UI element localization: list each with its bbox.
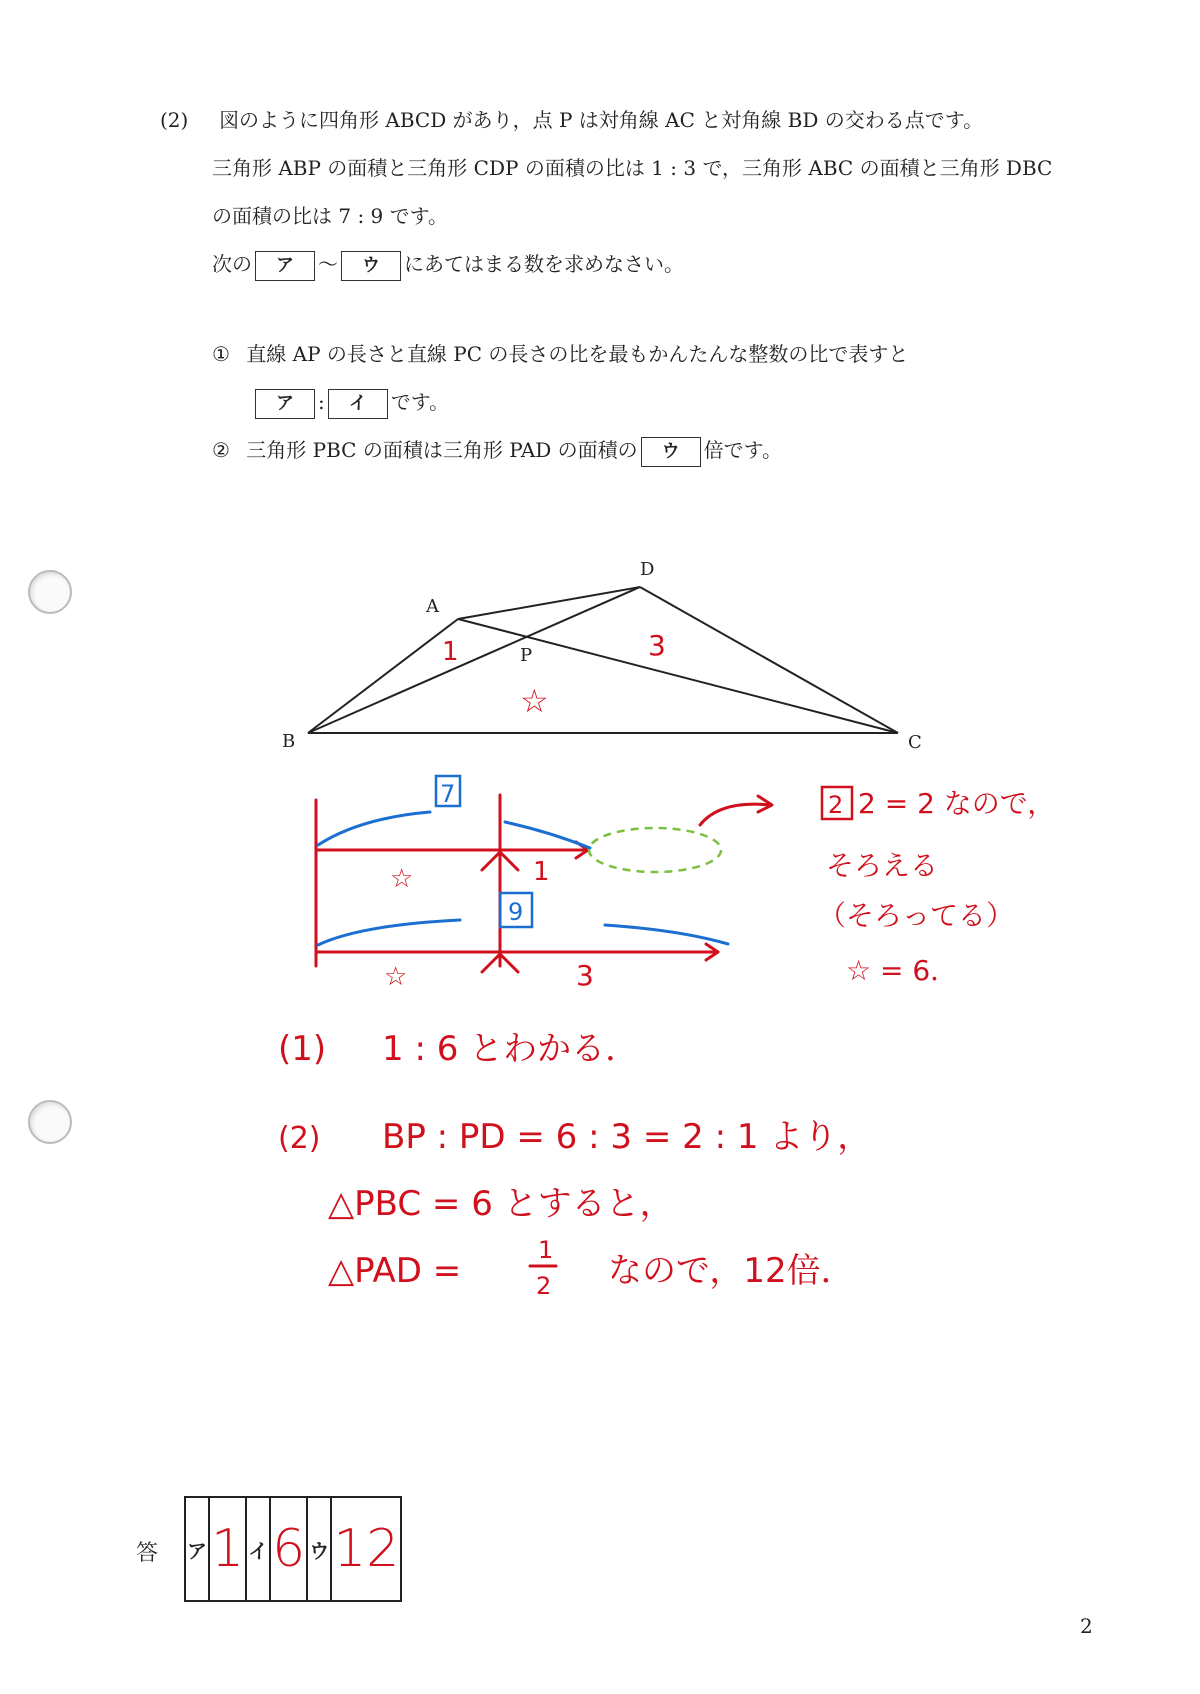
answer-key-u: ウ	[307, 1497, 331, 1601]
box7-label: 7	[440, 780, 456, 808]
fraction-numerator: 1	[538, 1236, 554, 1264]
blank-box-i: イ	[328, 389, 388, 419]
region-label-cdp: 3	[648, 629, 666, 662]
region-label-abp: 1	[442, 637, 459, 667]
segment-diagram	[316, 776, 772, 992]
segment-label-3: 3	[576, 959, 594, 992]
vertex-label-a: A	[426, 596, 439, 617]
problem-line-2: 三角形 ABP の面積と三角形 CDP の面積の比は 1 : 3 で，三角形 ABC の面積と三角形 DBC	[212, 156, 1053, 180]
answer-value-u: 12	[331, 1497, 401, 1601]
solution-1: 1 : 6 とわかる．	[382, 1029, 640, 1069]
side-ad	[458, 587, 640, 619]
page-number: 2	[1080, 1614, 1093, 1638]
question-2-mark: ②	[212, 438, 230, 462]
vertex-label-d: D	[640, 559, 655, 580]
vertex-label-p: P	[520, 645, 533, 666]
solution-4-post: なので，12倍．	[608, 1251, 855, 1291]
answer-table	[184, 1496, 402, 1602]
side-notes	[818, 787, 1055, 987]
blank-box-a: ア	[255, 251, 315, 281]
question-1-mark: ①	[212, 342, 230, 366]
segment-label-1: 1	[533, 857, 550, 887]
star-mark: ☆	[520, 682, 549, 720]
solution-work	[278, 1029, 871, 1300]
note-1: 2 = 2 なので，	[858, 787, 1056, 820]
solution-2: BP : PD = 6 : 3 = 2 : 1 より，	[382, 1117, 872, 1157]
problem-line-1: 図のように四角形 ABCD があり，点 P は対角線 AC と対角線 BD の交わる点です。	[219, 108, 984, 132]
blank-box-u: ウ	[341, 251, 401, 281]
answer-label: 答	[136, 1541, 159, 1566]
note-3: （そろってる）	[818, 899, 1015, 932]
vertex-label-b: B	[282, 731, 296, 752]
solution-2-label: (2)	[278, 1121, 321, 1156]
vertex-label-c: C	[908, 732, 922, 753]
question-2: ② 三角形 PBC の面積は三角形 PAD の面積の ウ 倍です。	[212, 426, 782, 474]
question-1-text: 直線 AP の長さと直線 PC の長さの比を最もかんたんな整数の比で表すと	[246, 342, 909, 366]
fraction-denominator: 2	[536, 1272, 552, 1300]
note-2: そろえる	[826, 849, 939, 882]
blank-box-u: ウ	[641, 437, 701, 467]
solution-4-pre: △PAD =	[328, 1251, 462, 1291]
note-1-box: 2	[828, 791, 844, 819]
quadrilateral-figure	[308, 587, 898, 733]
box9-label: 9	[508, 898, 524, 926]
solution-3: △PBC = 6 とすると，	[328, 1184, 674, 1224]
problem-number: (2)	[160, 108, 189, 132]
note-4: ☆ = 6．	[846, 954, 959, 987]
answer-value-a: 1	[209, 1497, 246, 1601]
problem-line-3: の面積の比は 7 : 9 です。	[212, 204, 449, 228]
answer-value-i: 6	[270, 1497, 307, 1601]
segment-star-bottom: ☆	[384, 962, 408, 992]
blank-box-a: ア	[255, 389, 315, 419]
question-1-answer-line: ア : イ です。	[252, 378, 449, 426]
answer-key-i: イ	[246, 1497, 270, 1601]
side-dc	[640, 587, 898, 733]
segment-star-top: ☆	[390, 864, 414, 894]
solution-1-label: (1)	[278, 1029, 327, 1069]
diagonal-bd	[308, 587, 640, 733]
instruction: 次の ア ～ ウ にあてはまる数を求めなさい。	[212, 240, 684, 288]
answer-key-a: ア	[185, 1497, 209, 1601]
